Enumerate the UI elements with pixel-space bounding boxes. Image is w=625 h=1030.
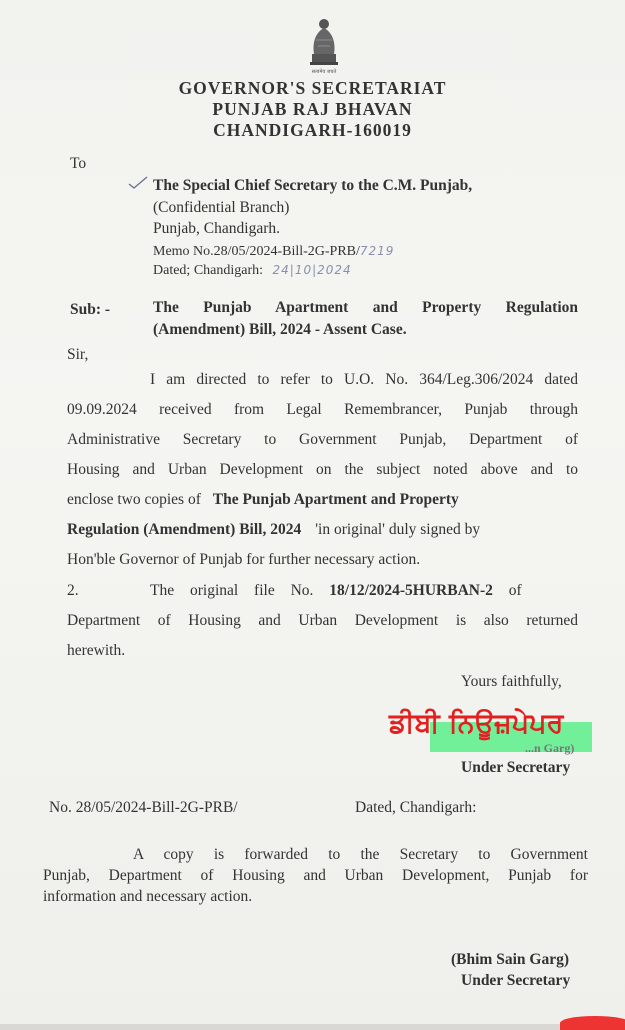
para1-line7: Hon'ble Governor of Punjab for further necessary action.	[67, 551, 421, 568]
subject-label: Sub: -	[70, 301, 111, 318]
signature1-designation: Under Secretary	[461, 759, 571, 776]
file-number: 18/12/2024-5HURBAN-2	[329, 582, 493, 599]
header-line2: PUNJAB RAJ BHAVAN	[212, 99, 413, 119]
para2-number: 2.	[67, 582, 79, 599]
para1-line1: I am directed to refer to U.O. No. 364/Leg.306/2024 dated	[150, 371, 578, 388]
copy-line1: A copy is forwarded to the Secretary to Government	[133, 846, 588, 863]
addressee-line2: (Confidential Branch)	[153, 199, 290, 216]
check-mark-icon	[128, 176, 148, 190]
header-line3: CHANDIGARH-160019	[213, 120, 412, 140]
para1-line6-text: 'in original' duly signed by	[315, 521, 481, 538]
to-label: To	[70, 155, 87, 172]
para2-line1-end: of	[492, 582, 522, 599]
signature1-name-partial: ...n Garg)	[525, 741, 575, 755]
memo-dated	[153, 263, 352, 279]
bill-title-part2: Regulation (Amendment) Bill, 2024	[67, 521, 302, 538]
signature2-designation: Under Secretary	[461, 972, 571, 989]
para2-line1-text: The original file No.	[150, 582, 330, 599]
watermark-text: ਡੀਬੀ ਨਿਊਜ਼ਪੇਪਰ	[389, 708, 564, 739]
copy-number: No. 28/05/2024-Bill-2G-PRB/	[49, 799, 238, 816]
copy-line2: Punjab, Department of Housing and Urban Development, Punjab for	[43, 867, 588, 884]
copy-dated: Dated, Chandigarh:	[355, 799, 477, 816]
addressee-line1: The Special Chief Secretary to the C.M. Punjab,	[153, 177, 473, 194]
salutation: Sir,	[67, 346, 89, 363]
para1-line3: Administrative Secretary to Government Punjab, Department of	[67, 431, 578, 448]
emblem-caption: सत्यमेव जयते	[311, 69, 337, 75]
copy-line3: information and necessary action.	[43, 888, 253, 905]
para1-line5	[67, 491, 578, 509]
para1-line2: 09.09.2024 received from Legal Remembrancer, Punjab through	[67, 401, 578, 418]
header-line1: GOVERNOR'S SECRETARIAT	[178, 78, 447, 98]
memo-dated-label: Dated; Chandigarh:	[153, 263, 264, 278]
memo-number	[153, 244, 394, 260]
para2-line2: Department of Housing and Urban Development is also returned	[67, 612, 578, 629]
memo-handwritten-date: 24|10|2024	[272, 263, 352, 277]
closing: Yours faithfully,	[461, 673, 562, 690]
state-emblem-icon	[300, 14, 348, 76]
para1-line4: Housing and Urban Development on the subject noted above and to	[67, 461, 578, 478]
subject-line1: The Punjab Apartment and Property Regulation	[153, 299, 578, 316]
para1-line6	[67, 521, 578, 539]
bill-title-part1: The Punjab Apartment and Property	[212, 491, 459, 508]
para2-line1	[150, 582, 580, 600]
memo-handwritten-number: 7219	[359, 244, 395, 258]
signature2-name: (Bhim Sain Garg)	[451, 951, 569, 968]
memo-label: Memo No.28/05/2024-Bill-2G-PRB/	[153, 244, 360, 259]
para2-line3: herewith.	[67, 642, 126, 659]
addressee-line3: Punjab, Chandigarh.	[153, 220, 280, 237]
para1-line5-text: enclose two copies of	[67, 491, 205, 508]
subject-line2: (Amendment) Bill, 2024 - Assent Case.	[153, 321, 407, 338]
red-mark	[560, 1016, 625, 1030]
